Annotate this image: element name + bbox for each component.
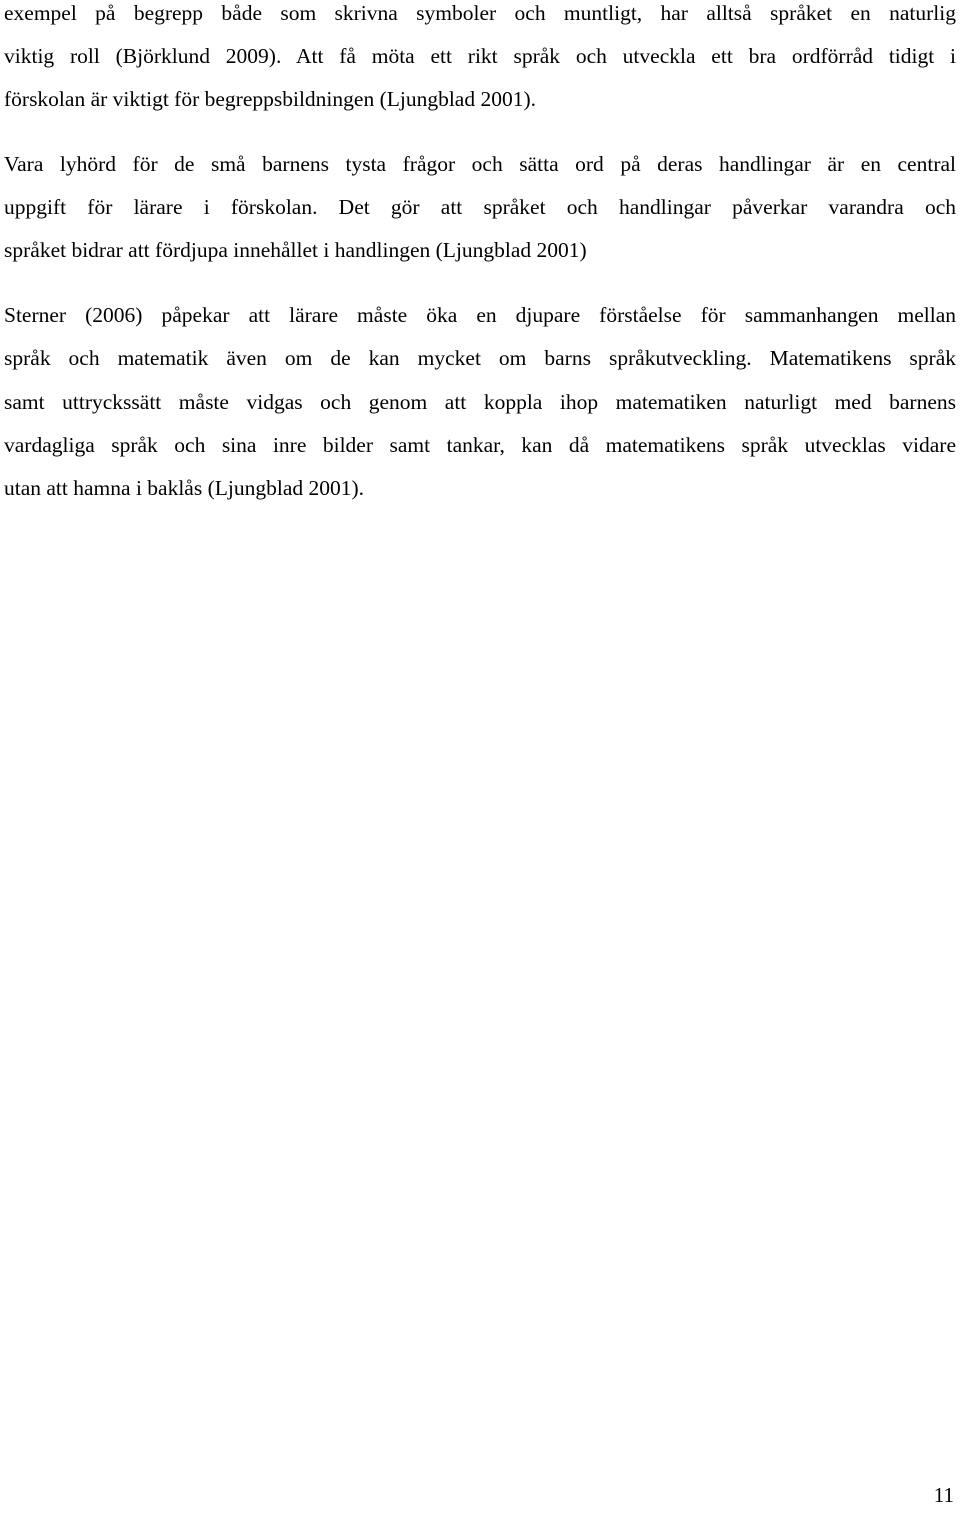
paragraph-3-line-4: vardagliga språk och sina inre bilder samt tankar, kan då matematikens språk utvecklas vidare (4, 433, 956, 457)
paragraph-2-line-3: språket bidrar att fördjupa innehållet i handlingen (Ljungblad 2001) (4, 238, 587, 262)
paragraph-3-line-5: utan att hamna i baklås (Ljungblad 2001). (4, 476, 365, 500)
paragraph-3-line-1: Sterner (2006) påpekar att lärare måste öka en djupare förståelse för sammanhangen mellan (4, 303, 956, 327)
paragraph-3-line-3: samt uttryckssätt måste vidgas och genom att koppla ihop matematiken naturligt med barnens (4, 390, 956, 414)
page-number: 11 (933, 1483, 954, 1507)
paragraph-2-line-2: uppgift för lärare i förskolan. Det gör att språket och handlingar påverkar varandra och (4, 195, 956, 219)
paragraph-1-line-1: exempel på begrepp både som skrivna symboler och muntligt, har alltså språket en naturlig (4, 1, 956, 25)
paragraph-3-line-2: språk och matematik även om de kan mycket om barns språkutveckling. Matematikens språk (4, 346, 956, 370)
paragraph-1-line-2: viktig roll (Björklund 2009). Att få möta ett rikt språk och utveckla ett bra ordförråd tidigt i (4, 44, 956, 68)
paragraph-1-line-3: förskolan är viktigt för begreppsbildningen (Ljungblad 2001). (4, 87, 537, 111)
paragraph-2-line-1: Vara lyhörd för de små barnens tysta frågor och sätta ord på deras handlingar är en central (4, 152, 956, 176)
